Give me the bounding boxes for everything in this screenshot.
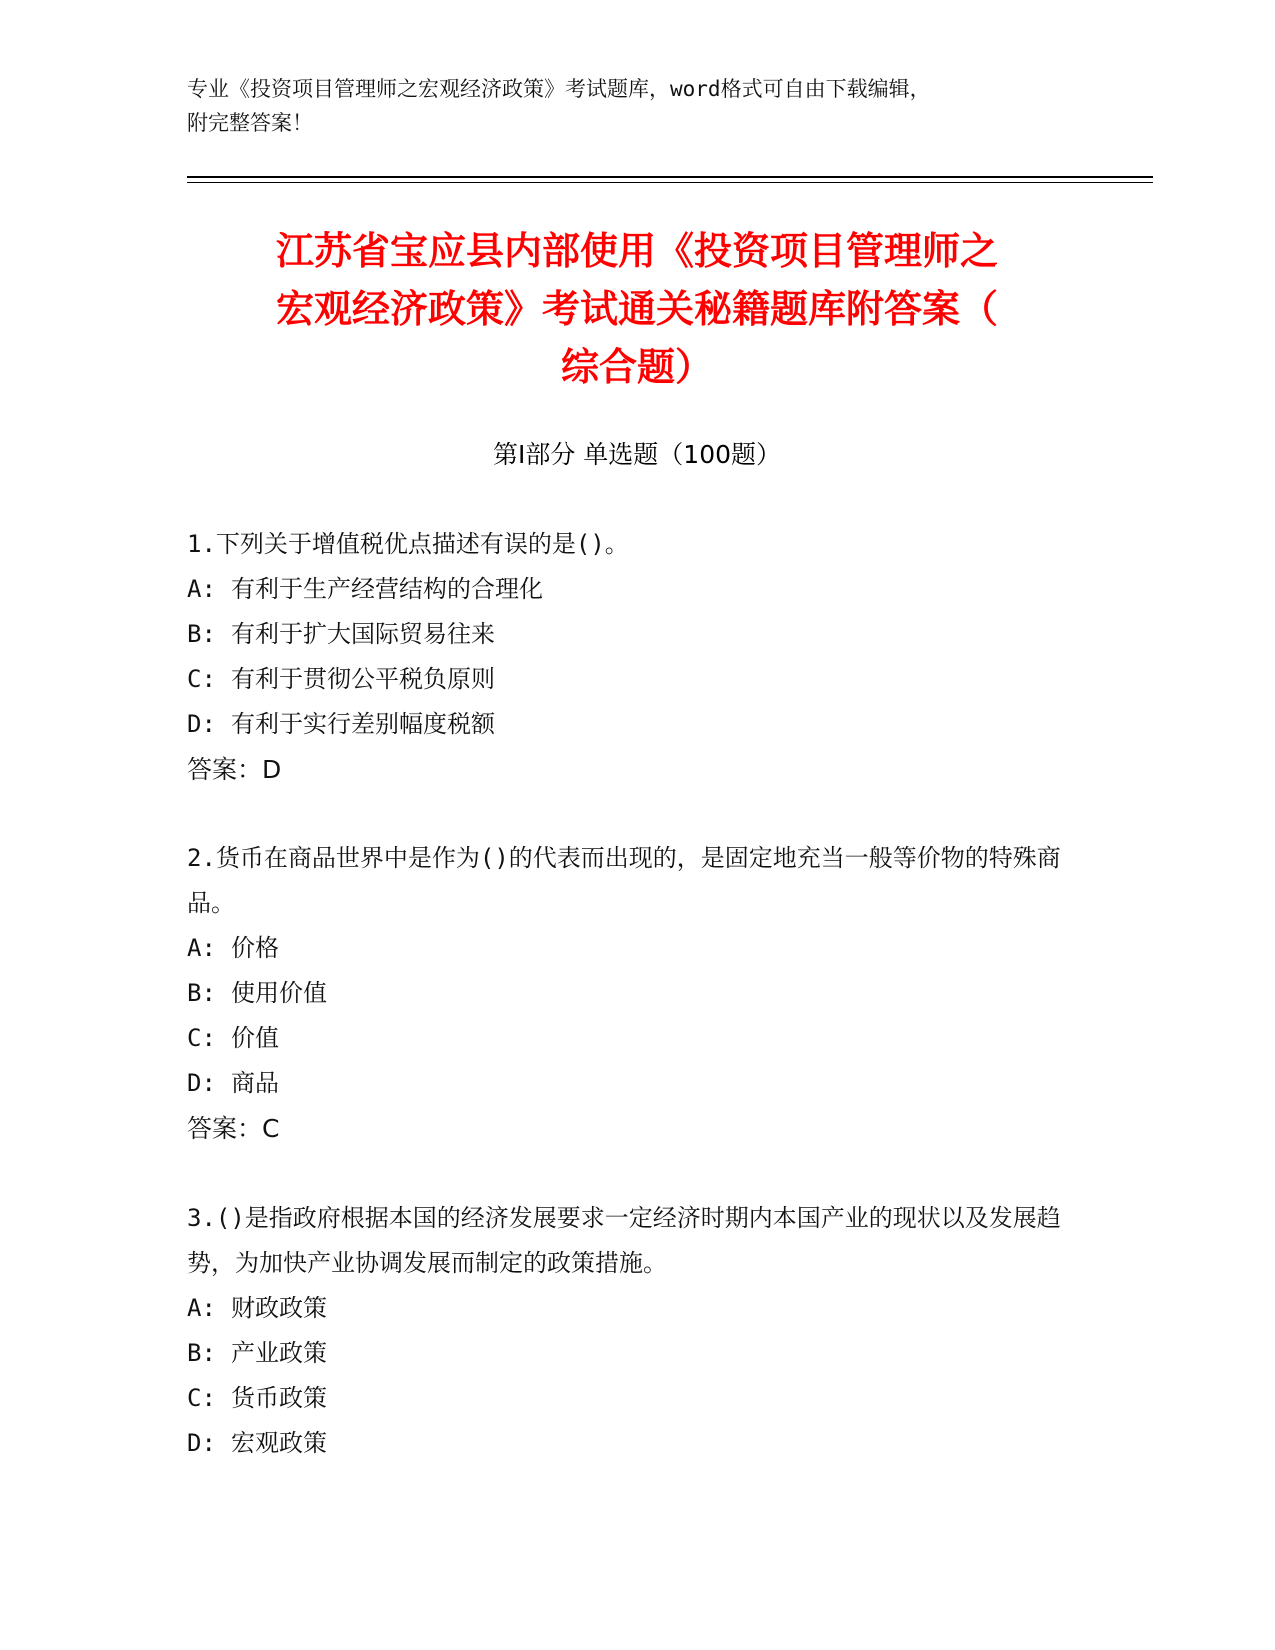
option-c	[187, 1016, 1067, 1061]
option-letter: D:	[187, 1429, 216, 1457]
option-letter: B:	[187, 979, 216, 1007]
answer-line: 答案：C	[187, 1114, 280, 1143]
document-title-line-1: 江苏省宝应县内部使用《投资项目管理师之	[275, 229, 998, 273]
option-text: 价格	[231, 934, 279, 962]
option-b	[187, 1331, 1067, 1376]
option-letter: C:	[187, 1024, 216, 1052]
document-title	[187, 222, 1087, 396]
question-3	[187, 1196, 1067, 1466]
question-1	[187, 522, 1067, 792]
header-note	[187, 72, 1067, 140]
option-letter: C:	[187, 665, 216, 693]
option-letter: D:	[187, 1069, 216, 1097]
option-letter: B:	[187, 620, 216, 648]
option-b	[187, 612, 1067, 657]
question-stem: 2.货币在商品世界中是作为()的代表而出现的，是固定地充当一般等价物的特殊商品。	[187, 844, 1061, 917]
question-stem: 1.下列关于增值税优点描述有误的是()。	[187, 530, 629, 558]
header-divider-thick	[187, 176, 1153, 178]
option-text: 财政政策	[231, 1294, 327, 1322]
document-title-line-2: 宏观经济政策》考试通关秘籍题库附答案（	[275, 287, 998, 331]
option-letter: D:	[187, 710, 216, 738]
header-note-line-2: 附完整答案！	[187, 111, 313, 135]
option-text: 有利于扩大国际贸易往来	[231, 620, 495, 648]
option-d	[187, 1421, 1067, 1466]
option-letter: C:	[187, 1384, 216, 1412]
question-2	[187, 836, 1067, 1151]
option-text: 商品	[231, 1069, 279, 1097]
section-title: 第Ⅰ部分 单选题（100题）	[492, 440, 782, 469]
option-text: 货币政策	[231, 1384, 327, 1412]
option-text: 宏观政策	[231, 1429, 327, 1457]
option-text: 产业政策	[231, 1339, 327, 1367]
option-a	[187, 567, 1067, 612]
option-a	[187, 926, 1067, 971]
answer-line: 答案：D	[187, 755, 282, 784]
option-text: 价值	[231, 1024, 279, 1052]
option-c	[187, 657, 1067, 702]
header-divider-thin	[187, 182, 1153, 183]
option-letter: A:	[187, 1294, 216, 1322]
option-c	[187, 1376, 1067, 1421]
option-b	[187, 971, 1067, 1016]
option-letter: B:	[187, 1339, 216, 1367]
document-title-line-3: 综合题）	[560, 345, 713, 389]
option-d	[187, 1061, 1067, 1106]
question-stem: 3.()是指政府根据本国的经济发展要求一定经济时期内本国产业的现状以及发展趋势，为加快产业协调发展而制定的政策措施。	[187, 1204, 1061, 1277]
option-letter: A:	[187, 934, 216, 962]
option-a	[187, 1286, 1067, 1331]
option-letter: A:	[187, 575, 216, 603]
option-text: 有利于实行差别幅度税额	[231, 710, 495, 738]
option-d	[187, 702, 1067, 747]
header-note-line-1: 专业《投资项目管理师之宏观经济政策》考试题库，word格式可自由下载编辑，	[187, 77, 931, 101]
option-text: 有利于贯彻公平税负原则	[231, 665, 495, 693]
option-text: 使用价值	[231, 979, 327, 1007]
option-text: 有利于生产经营结构的合理化	[231, 575, 543, 603]
